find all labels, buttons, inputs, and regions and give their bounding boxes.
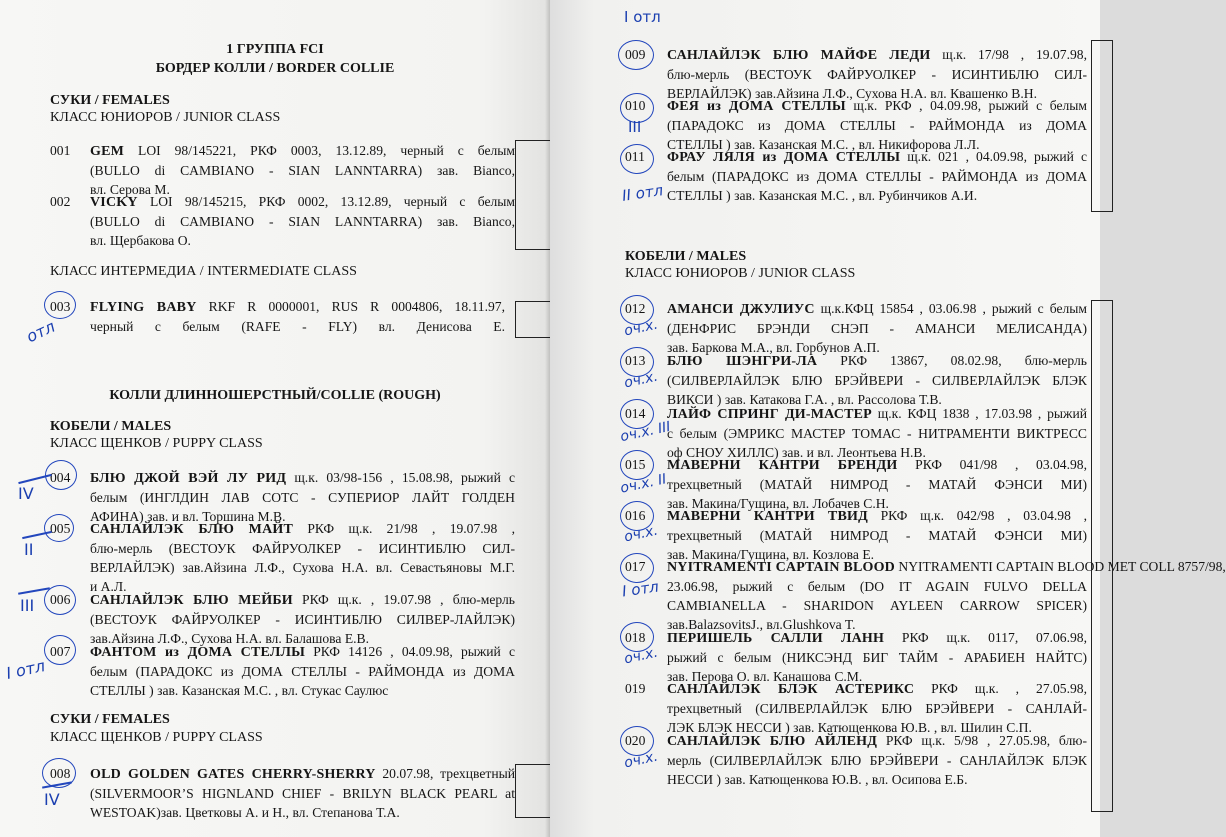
entry-line: БЛЮ ШЭНГРИ-ЛА РКФ 13867, 08.02.98, блю-мерль	[667, 353, 1087, 369]
entry-line: МАВЕРНИ КАНТРИ БРЕНДИ РКФ 041/98 , 03.04.98,	[667, 457, 1087, 473]
entry-line: оф СНОУ ХИЛЛС) зав. и вл. Леонтьева Н.В.	[667, 445, 926, 460]
right-page	[550, 0, 1226, 837]
breed-title: БОРДЕР КОЛЛИ / BORDER COLLIE	[155, 61, 395, 76]
pen-note-012: оч.х.	[622, 316, 660, 340]
dog-name: САНЛАЙЛЭК БЛЭК АСТЕРИКС	[667, 682, 915, 697]
section-puppy-class: КЛАСС ЩЕНКОВ / PUPPY CLASS	[50, 436, 263, 451]
entry-line: СТЕЛЛЫ ) зав. Казанская М.С. , вл. Рубинчиков А.И.	[667, 188, 978, 203]
entry-line: рыжий с белым (НИКСЭНД БИГ ТАЙМ - АРАБИЕН НАЙТС)	[667, 650, 1087, 665]
dog-name: САНЛАЙЛЭК БЛЮ МАЙФЕ ЛЕДИ	[667, 48, 931, 63]
dog-name: ПЕРИШЕЛЬ САЛЛИ ЛАНН	[667, 631, 885, 646]
entry-line	[90, 141, 515, 161]
entry-number: 005	[50, 521, 71, 536]
dog-name: ФРАУ ЛЯЛЯ из ДОМА СТЕЛЛЫ	[667, 150, 901, 165]
entry-line: АМАНСИ ДЖУЛИУС щ.к.КФЦ 15854 , 03.06.98 , рыжий с белым	[667, 301, 1087, 317]
entry-line: NYITRAMENTI CAPTAIN BLOOD NYITRAMENTI CAPTAIN BLOOD MET COLL 8757/98,	[667, 559, 1226, 575]
pen-note-006: III	[20, 596, 35, 615]
entry-line: СТЕЛЛЫ ) зав. Казанская М.С. , вл. Никифорова Л.Л.	[667, 137, 980, 152]
entry-line: блю-мерль (ВЕСТОУК ФАЙРУОЛКЕР - ИСИНТИБЛЮ СИЛ-	[667, 67, 1087, 82]
entry-line: зав. Макина/Гущина, вл. Лобачев С.Н.	[667, 496, 889, 511]
pen-note-015: оч.х. II	[618, 471, 668, 497]
entry-number: 014	[625, 406, 646, 421]
entry-line: FLYING BABY RKF R 0000001, RUS R 0004806, 18.11.97,	[90, 299, 505, 315]
dog-name: МАВЕРНИ КАНТРИ ТВИД	[667, 509, 868, 524]
entry-line: белым (ПАРАДОКС из ДОМА СТЕЛЛЫ - РАЙМОНДА из ДОМА	[90, 664, 515, 679]
entry-line: МАВЕРНИ КАНТРИ ТВИД РКФ щ.к. 042/98 , 03.04.98 ,	[667, 508, 1087, 524]
entry-number: 006	[50, 592, 71, 607]
dog-name: ЛАЙФ СПРИНГ ДИ-МАСТЕР	[667, 407, 872, 422]
dog-name: БЛЮ ШЭНГРИ-ЛА	[667, 354, 818, 369]
pen-note-007: I отл	[4, 656, 47, 683]
dog-name: САНЛАЙЛЭК БЛЮ МАЙТ	[90, 522, 294, 537]
entry-line: СТЕЛЛЫ ) зав. Казанская М.С. , вл. Стукас Саулюс	[90, 683, 389, 698]
dog-name: VICKY	[90, 195, 138, 210]
entry-number: 010	[625, 98, 646, 113]
section-females-2: СУКИ / FEMALES	[50, 712, 170, 727]
entry-line: трехцветный (СИЛВЕРЛАЙЛЭК БЛЮ БРЭЙВЕРИ - САНЛАЙ-	[667, 701, 1087, 716]
pen-note-020: оч.х.	[622, 748, 660, 772]
entry-line: белым (ПАРАДОКС из ДОМА СТЕЛЛЫ - РАЙМОНДА из ДОМА	[667, 169, 1087, 184]
entry-line: САНЛАЙЛЭК БЛЭК АСТЕРИКС РКФ щ.к. , 27.05.98,	[667, 681, 1087, 697]
entry-number: 020	[625, 733, 646, 748]
entry-number: 007	[50, 644, 71, 659]
entry-line: трехцветный (МАТАЙ НИМРОД - МАТАЙ ФЭНСИ МИ)	[667, 477, 1087, 492]
entry-line: зав.BalazsovitsJ., вл.Glushkova T.	[667, 617, 856, 632]
entry-line: ВЕРЛАЙЛЭК) зав.Айзина Л.Ф., Сухова Н.А. вл. Севастьяновы М.Г.	[90, 560, 515, 575]
entry-line: вл. Щербакова О.	[90, 233, 191, 248]
pen-circle-007	[44, 635, 76, 665]
entry-line: ФАНТОМ из ДОМА СТЕЛЛЫ РКФ 14126 , 04.09.98, рыжий с	[90, 644, 515, 660]
dog-name: FLYING BABY	[90, 300, 197, 315]
entry-line: (ВЕСТОУК ФАЙРУОЛКЕР - ИСИНТИБЛЮ СИЛВЕР-ЛАЙЛЭК)	[90, 612, 515, 627]
entry-line: ВЕРЛАЙЛЭК) зав.Айзина Л.Ф., Сухова Н.А. вл. Квашенко В.Н.	[667, 86, 1037, 101]
entry-line: трехцветный (МАТАЙ НИМРОД - МАТАЙ ФЭНСИ МИ)	[667, 528, 1087, 543]
dog-name: АМАНСИ ДЖУЛИУС	[667, 302, 815, 317]
entry-number: 019	[625, 681, 646, 696]
entry-line: АФИНА) зав. и вл. Торшина М.В.	[90, 509, 286, 524]
entry-line: (SILVERMOOR’S HIGNLAND CHIEF - BRILYN BLACK PEARL at	[90, 786, 515, 801]
entry-line: САНЛАЙЛЭК БЛЮ МАЙФЕ ЛЕДИ щ.к. 17/98 , 19.07.98,	[667, 47, 1087, 63]
pen-note-018: оч.х.	[622, 644, 660, 668]
entry-line: и А.Л.	[90, 579, 127, 594]
dog-name: GEM	[90, 144, 125, 159]
dog-name: САНЛАЙЛЭК БЛЮ АЙЛЕНД	[667, 734, 878, 749]
section-females: СУКИ / FEMALES	[50, 93, 170, 108]
entry-line: белым (ИНГЛДИН ЛАВ СОТС - СУПЕРИОР ЛАЙТ ГОЛДЕН	[90, 490, 515, 505]
section-males: КОБЕЛИ / MALES	[625, 249, 747, 264]
entry-line: ФРАУ ЛЯЛЯ из ДОМА СТЕЛЛЫ щ.к. 021 , 04.09.98, рыжий с	[667, 149, 1087, 165]
pen-note-004: IV	[18, 484, 34, 503]
entry-line: САНЛАЙЛЭК БЛЮ МАЙТ РКФ щ.к. 21/98 , 19.07.98 ,	[90, 521, 515, 537]
entry-line: САНЛАЙЛЭК БЛЮ АЙЛЕНД РКФ щ.к. 5/98 , 27.05.98, блю-	[667, 733, 1087, 749]
left-page	[0, 0, 550, 837]
entry-line: (СИЛВЕРЛАЙЛЭК БЛЮ БРЭЙВЕРИ - СИЛВЕРЛАЙЛЭК БЛЭК	[667, 373, 1087, 388]
entry-line: зав.Айзина Л.Ф., Сухова Н.А. вл. Балашова Е.В.	[90, 631, 370, 646]
pen-note-010: III	[628, 118, 642, 136]
dog-name: МАВЕРНИ КАНТРИ БРЕНДИ	[667, 458, 898, 473]
pen-circle-003	[44, 291, 76, 319]
pen-note-008: IV	[44, 790, 60, 809]
pen-note-017: I отл	[620, 577, 660, 601]
dog-name: NYITRAMENTI CAPTAIN BLOOD	[667, 560, 895, 575]
entry-number: 012	[625, 301, 646, 316]
group-title: 1 ГРУППА FCI	[226, 42, 324, 57]
entry-line: ВИКСИ ) зав. Катакова Г.А. , вл. Рассолова Т.В.	[667, 392, 942, 407]
entry-number: 002	[50, 194, 71, 209]
entry-number: 009	[625, 47, 646, 62]
entry-line: с белым (ЭМРИКС МАСТЕР ТОМАС - НИТРАМЕНТИ ВИКТРЕСС	[667, 426, 1087, 441]
section-intermediate-class: КЛАСС ИНТЕРМЕДИА / INTERMEDIATE CLASS	[50, 264, 357, 279]
dog-name: ФЕЯ из ДОМА СТЕЛЛЫ	[667, 99, 846, 114]
entry-line: НЕССИ ) зав. Катющенкова Ю.В. , вл. Осипова Е.Б.	[667, 772, 968, 787]
entry-line: ФЕЯ из ДОМА СТЕЛЛЫ щ.к. РКФ , 04.09.98, рыжий с белым	[667, 98, 1087, 114]
section-puppy-class-2: КЛАСС ЩЕНКОВ / PUPPY CLASS	[50, 730, 263, 745]
entry-number: 003	[50, 299, 71, 314]
dog-name: САНЛАЙЛЭК БЛЮ МЕЙБИ	[90, 593, 293, 608]
entry-line: (BULLO di CAMBIANO - SIAN LANNTARRA) зав. Bianco,	[90, 163, 515, 178]
entry-line: VICKY LOI 98/145215, РКФ 0002, 13.12.89, черный с белым	[90, 194, 515, 210]
entry-line: (ДЕНФРИС БРЭНДИ СНЭП - АМАНСИ МЕЛИСАНДА)	[667, 321, 1087, 336]
entry-number: 015	[625, 457, 646, 472]
entry-line: (ПАРАДОКС из ДОМА СТЕЛЛЫ - РАЙМОНДА из ДОМА	[667, 118, 1087, 133]
entry-number: 008	[50, 766, 71, 781]
entry-line: 23.06.98, рыжий с белым (DO IT AGAIN FULVO DELLA	[667, 579, 1087, 594]
entry-line: зав. Баркова М.А., вл. Горбунов А.П.	[667, 340, 880, 355]
entry-line: зав. Макина/Гущина, вл. Козлова Е.	[667, 547, 875, 562]
dog-name: OLD GOLDEN GATES CHERRY-SHERRY	[90, 767, 376, 782]
section-junior-class: КЛАСС ЮНИОРОВ / JUNIOR CLASS	[625, 266, 856, 281]
pen-note-014: оч.х. III	[618, 418, 672, 446]
entry-line: (BULLO di CAMBIANO - SIAN LANNTARRA) зав. Bianco,	[90, 214, 515, 229]
pen-note-016: оч.х.	[622, 522, 660, 546]
entry-number: 016	[625, 508, 646, 523]
pen-circle-009	[618, 40, 654, 70]
entry-line: блю-мерль (ВЕСТОУК ФАЙРУОЛКЕР - ИСИНТИБЛЮ СИЛ-	[90, 541, 515, 556]
pen-note-009: I отл	[624, 8, 661, 26]
pen-note-011: II отл	[620, 181, 665, 205]
pen-note-003: отл	[23, 316, 58, 347]
pen-note-013: оч.х.	[622, 368, 660, 392]
entry-number: 013	[625, 353, 646, 368]
pen-circle-011	[620, 144, 654, 174]
dog-name: БЛЮ ДЖОЙ ВЭЙ ЛУ РИД	[90, 471, 287, 486]
entry-line: ПЕРИШЕЛЬ САЛЛИ ЛАНН РКФ щ.к. 0117, 07.06.98,	[667, 630, 1087, 646]
entry-line: OLD GOLDEN GATES CHERRY-SHERRY 20.07.98, трехцветный	[90, 766, 515, 782]
entry-line: САНЛАЙЛЭК БЛЮ МЕЙБИ РКФ щ.к. , 19.07.98 , блю-мерль	[90, 592, 515, 608]
pen-circle-006	[44, 585, 76, 615]
dog-name: ФАНТОМ из ДОМА СТЕЛЛЫ	[90, 645, 306, 660]
grade-box	[1091, 300, 1113, 812]
entry-line: зав. Перова О. вл. Канашова С.М.	[667, 669, 863, 684]
entry-line: мерль (СИЛВЕРЛАЙЛЭК БЛЮ БРЭЙВЕРИ - САНЛАЙЛЭК БЛЭК	[667, 753, 1087, 768]
rough-collie-title: КОЛЛИ ДЛИННОШЕРСТНЫЙ/COLLIE (ROUGH)	[109, 388, 441, 403]
entry-line: ЛАЙФ СПРИНГ ДИ-МАСТЕР щ.к. КФЦ 1838 , 17.03.98 , рыжий	[667, 406, 1088, 422]
entry-line: CAMBIANELLA - SHARIDON AYLEEN CARROW SPICER)	[667, 598, 1087, 613]
grade-box	[1091, 40, 1113, 212]
section-junior-class: КЛАСС ЮНИОРОВ / JUNIOR CLASS	[50, 110, 281, 125]
pen-circle-005	[44, 514, 74, 542]
pen-note-005: II	[24, 540, 34, 559]
entry-line: БЛЮ ДЖОЙ ВЭЙ ЛУ РИД щ.к. 03/98-156 , 15.08.98, рыжий с	[90, 470, 515, 486]
entry-number: 018	[625, 630, 646, 645]
section-males: КОБЕЛИ / MALES	[50, 419, 172, 434]
entry-line: WESTOAK)зав. Цветковы А. и Н., вл. Степанова Т.А.	[90, 805, 400, 820]
entry-number: 011	[625, 149, 645, 164]
entry-number: 017	[625, 559, 646, 574]
entry-line: ЛЭК БЛЭК НЕССИ ) зав. Катющенкова Ю.В. , вл. Шилин С.П.	[667, 720, 1032, 735]
entry-line: черный с белым (RAFE - FLY) вл. Денисова Е.	[90, 319, 505, 334]
entry-number: 001	[50, 143, 71, 158]
entry-line-rest: LOI 98/145221, РКФ 0003, 13.12.89, черный с белым	[124, 143, 515, 158]
entry-line: вл. Серова М.	[90, 182, 170, 197]
entry-number: 004	[50, 470, 71, 485]
